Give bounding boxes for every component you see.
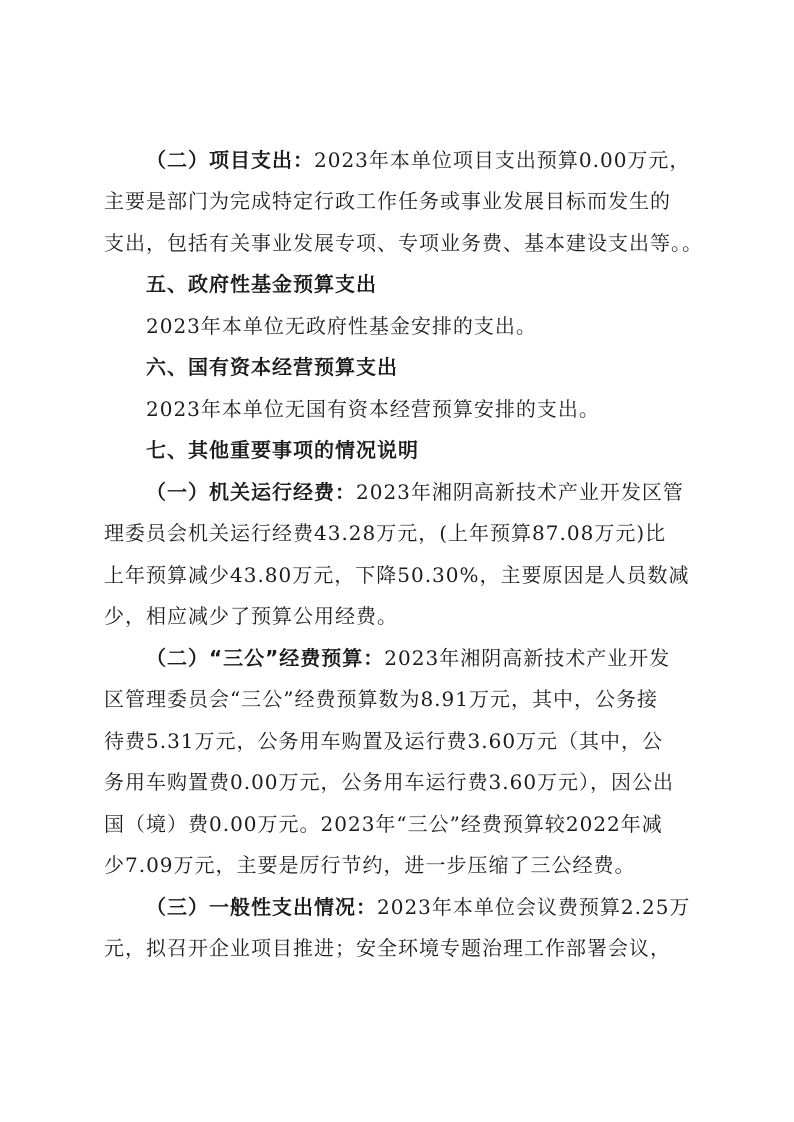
paragraph-line: 少，相应减少了预算公用经费。 bbox=[104, 604, 398, 628]
paragraph-lead: （三）一般性支出情况： bbox=[146, 895, 377, 919]
paragraph-text: 2023年本单位项目支出预算0.00万元， bbox=[314, 148, 691, 172]
paragraph-text: 2023年本单位会议费预算2.25万 bbox=[377, 895, 691, 919]
paragraph-line: 国（境）费0.00万元。2023年“三公”经费预算较2022年减 bbox=[104, 812, 663, 836]
paragraph-lead: （二）项目支出： bbox=[146, 148, 314, 172]
paragraph-line: 区管理委员会“三公”经费预算数为8.91万元，其中，公务接 bbox=[104, 687, 658, 711]
paragraph-line: 少7.09万元，主要是厉行节约，进一步压缩了三公经费。 bbox=[104, 853, 636, 877]
paragraph-line: 待费5.31万元，公务用车购置及运行费3.60万元（其中，公 bbox=[104, 729, 664, 753]
paragraph-lead: （二）“三公”经费预算： bbox=[146, 646, 385, 670]
paragraph-line bbox=[146, 479, 694, 505]
paragraph-line: 2023年本单位无政府性基金安排的支出。 bbox=[146, 314, 537, 338]
paragraph-line: 元，拟召开企业项目推进；安全环境专题治理工作部署会议， bbox=[104, 936, 671, 960]
section-heading: 七、其他重要事项的情况说明 bbox=[146, 438, 419, 462]
paragraph-line: 上年预算减少43.80万元，下降50.30%，主要原因是人员数减 bbox=[104, 563, 690, 587]
paragraph-text: 2023年湘阴高新技术产业开发区管 bbox=[356, 480, 684, 504]
paragraph-line bbox=[146, 645, 694, 671]
paragraph-text: 2023年湘阴高新技术产业开发 bbox=[384, 646, 671, 670]
paragraph-line bbox=[146, 894, 694, 920]
paragraph-line bbox=[146, 147, 694, 173]
section-heading: 六、国有资本经营预算支出 bbox=[146, 355, 398, 379]
paragraph-lead: （一）机关运行经费： bbox=[146, 480, 356, 504]
paragraph-line: 支出，包括有关事业发展专项、专项业务费、基本建设支出等。。 bbox=[104, 231, 703, 255]
section-heading: 五、政府性基金预算支出 bbox=[146, 272, 377, 296]
paragraph-line: 理委员会机关运行经费43.28万元，(上年预算87.08万元)比 bbox=[104, 521, 667, 545]
paragraph-line: 务用车购置费0.00万元，公务用车运行费3.60万元），因公出 bbox=[104, 770, 675, 794]
paragraph-line: 2023年本单位无国有资本经营预算安排的支出。 bbox=[146, 397, 600, 421]
paragraph-line: 主要是部门为完成特定行政工作任务或事业发展目标而发生的 bbox=[104, 189, 671, 213]
